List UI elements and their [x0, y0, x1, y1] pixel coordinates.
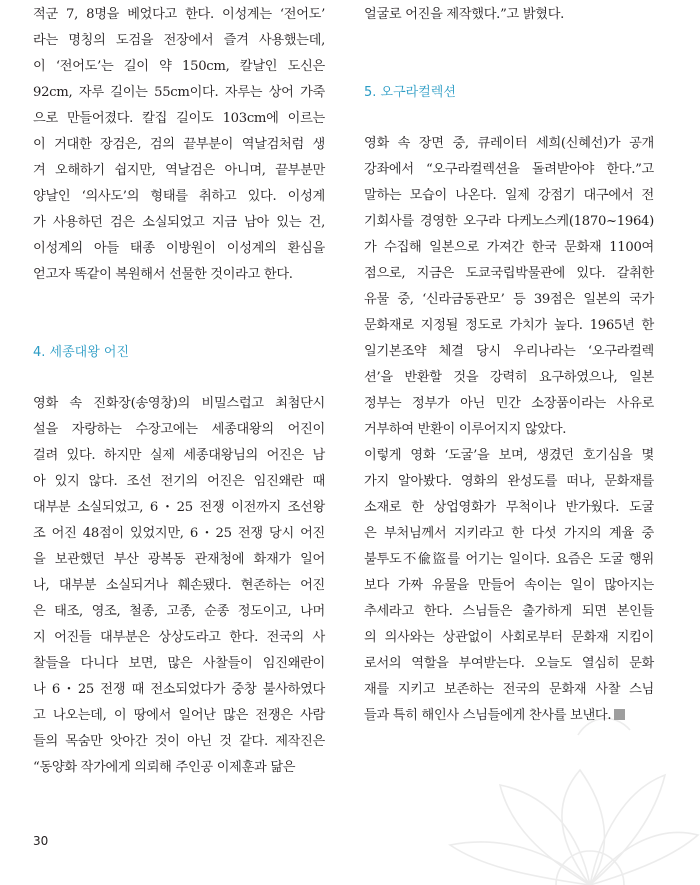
text-line: 양날인 ‘의사도’의 형태를 취하고 있다. 이성계: [33, 189, 325, 204]
text-line: 가 수집해 일본으로 가져간 한국 문화재 1100여: [364, 240, 654, 255]
text-line: 가 사용하던 검은 소실되었고 지금 남아 있는 건,: [33, 215, 325, 230]
text-line: 이 거대한 장검은, 검의 끝부분이 역날검처럼 생: [33, 137, 325, 152]
text-line: 소재로 한 상업영화가 무척이나 반가웠다. 도굴: [364, 500, 654, 515]
section-heading-5: 5. 오구라컬렉션: [364, 85, 456, 100]
text-line: 보다 가짜 유물을 만들어 속이는 일이 많아지는: [364, 578, 654, 593]
text-line: 적군 7, 8명을 베었다고 한다. 이성계는 ‘전어도’: [33, 7, 325, 22]
text-line: 기회사를 경영한 오구라 다케노스케(1870~1964): [364, 214, 654, 229]
text-line: 의 의사와는 상관없이 사회로부터 문화재 지킴이: [364, 630, 654, 645]
text-line: 을 보관했던 부산 광복동 관재청에 화재가 일어: [33, 552, 325, 567]
page-number: 30: [33, 834, 49, 848]
text-line: 아 있지 않다. 조선 전기의 어진은 임진왜란 때: [33, 474, 325, 489]
text-line: 걸려 있다. 하지만 실제 세종대왕님의 어진은 남: [33, 448, 325, 463]
text-line: 강좌에서 “오구라컬렉션을 돌려받아야 한다.”고: [364, 162, 654, 177]
text-line: 얼굴로 어진을 제작했다.”고 밝혔다.: [364, 7, 565, 22]
text-line: 정부는 정부가 아닌 민간 소장품이라는 사유로: [364, 396, 654, 411]
text-line: 라는 명칭의 도검을 전장에서 즐겨 사용했는데,: [33, 33, 325, 48]
text-line: 문화재로 지정될 정도로 가치가 높다. 1965년 한: [364, 318, 654, 333]
text-line: 점으로, 지금은 도쿄국립박물관에 있다. 갈취한: [364, 266, 654, 281]
text-line: 92cm, 자루 길이는 55cm이다. 자루는 상어 가죽: [33, 85, 325, 100]
text-line: 거부하여 반환이 이루어지지 않았다.: [364, 422, 567, 437]
text-line: 지 어진들 대부분은 상상도라고 한다. 전국의 사: [33, 630, 325, 645]
text-line: 으로 만들어졌다. 칼집 길이도 103cm에 이르는: [33, 111, 325, 126]
text-line: 설을 자랑하는 수장고에는 세종대왕의 어진이: [33, 422, 325, 437]
text-line: 얻고자 똑같이 복원해서 선물한 것이라고 한다.: [33, 267, 293, 282]
text-line: 로서의 역할을 부여받는다. 오늘도 열심히 문화: [364, 656, 654, 671]
text-line: 은 부처님께서 지키라고 한 다섯 가지의 계율 중: [364, 526, 654, 541]
end-square-icon: [614, 709, 625, 720]
text-line: “동양화 작가에게 의뢰해 주인공 이제훈과 닮은: [33, 760, 296, 775]
text-line: 나, 대부분 소실되거나 훼손됐다. 현존하는 어진: [33, 578, 325, 593]
text-line: 일기본조약 체결 당시 우리나라는 ‘오구라컬렉: [364, 344, 654, 359]
text-line: 불투도不偸盜를 어기는 일이다. 요즘은 도굴 행위: [364, 552, 654, 567]
text-line: 고 나오는데, 이 땅에서 일어난 많은 전쟁은 사람: [33, 708, 325, 723]
text-line: 은 태조, 영조, 철종, 고종, 순종 정도이고, 나머: [33, 604, 325, 619]
text-line: 들과 특히 해인사 스님들에게 찬사를 보낸다.: [364, 703, 654, 729]
text-line: 말하는 모습이 나온다. 일제 강점기 대구에서 전: [364, 188, 654, 203]
text-line: 영화 속 진화장(송영창)의 비밀스럽고 최첨단시: [33, 396, 325, 411]
text-line: 재를 지키고 보존하는 전국의 문화재 사찰 스님: [364, 682, 654, 697]
text-line: 가지 알아봤다. 영화의 완성도를 떠나, 문화재를: [364, 474, 654, 489]
text-line: 영화 속 장면 중, 큐레이터 세희(신혜선)가 공개: [364, 136, 654, 151]
text-line: 조 어진 48점이 있었지만, 6・25 전쟁 당시 어진: [33, 526, 325, 541]
text-line: 이렇게 영화 ‘도굴’을 보며, 생겼던 호기심을 몇: [364, 448, 654, 463]
text-line: 이성계의 아들 태종 이방원이 이성계의 환심을: [33, 241, 325, 256]
text-line: 이 ‘전어도’는 길이 약 150cm, 칼날인 도신은: [33, 59, 325, 74]
text-line: 대부분 소실되었고, 6・25 전쟁 이전까지 조선왕: [33, 500, 325, 515]
text-line: 나 6・25 전쟁 때 전소되었다가 중창 불사하였다: [33, 682, 325, 697]
text-line: 찰들을 다니다 보면, 많은 사찰들이 임진왜란이: [33, 656, 325, 671]
text-line: 겨 오해하기 쉽지만, 역날검은 아니며, 끝부분만: [33, 163, 325, 178]
text-line: 추세라고 한다. 스님들은 출가하게 되면 본인들: [364, 604, 654, 619]
text-line: 들의 목숨만 앗아간 것이 아닌 것 같다. 제작진은: [33, 734, 325, 749]
text-line: 션’을 반환할 것을 강력히 요구하였으나, 일본: [364, 370, 654, 385]
section-heading-4: 4. 세종대왕 어진: [33, 345, 130, 360]
text-line: 유물 중, ‘신라금동관모’ 등 39점은 일본의 국가: [364, 292, 654, 307]
